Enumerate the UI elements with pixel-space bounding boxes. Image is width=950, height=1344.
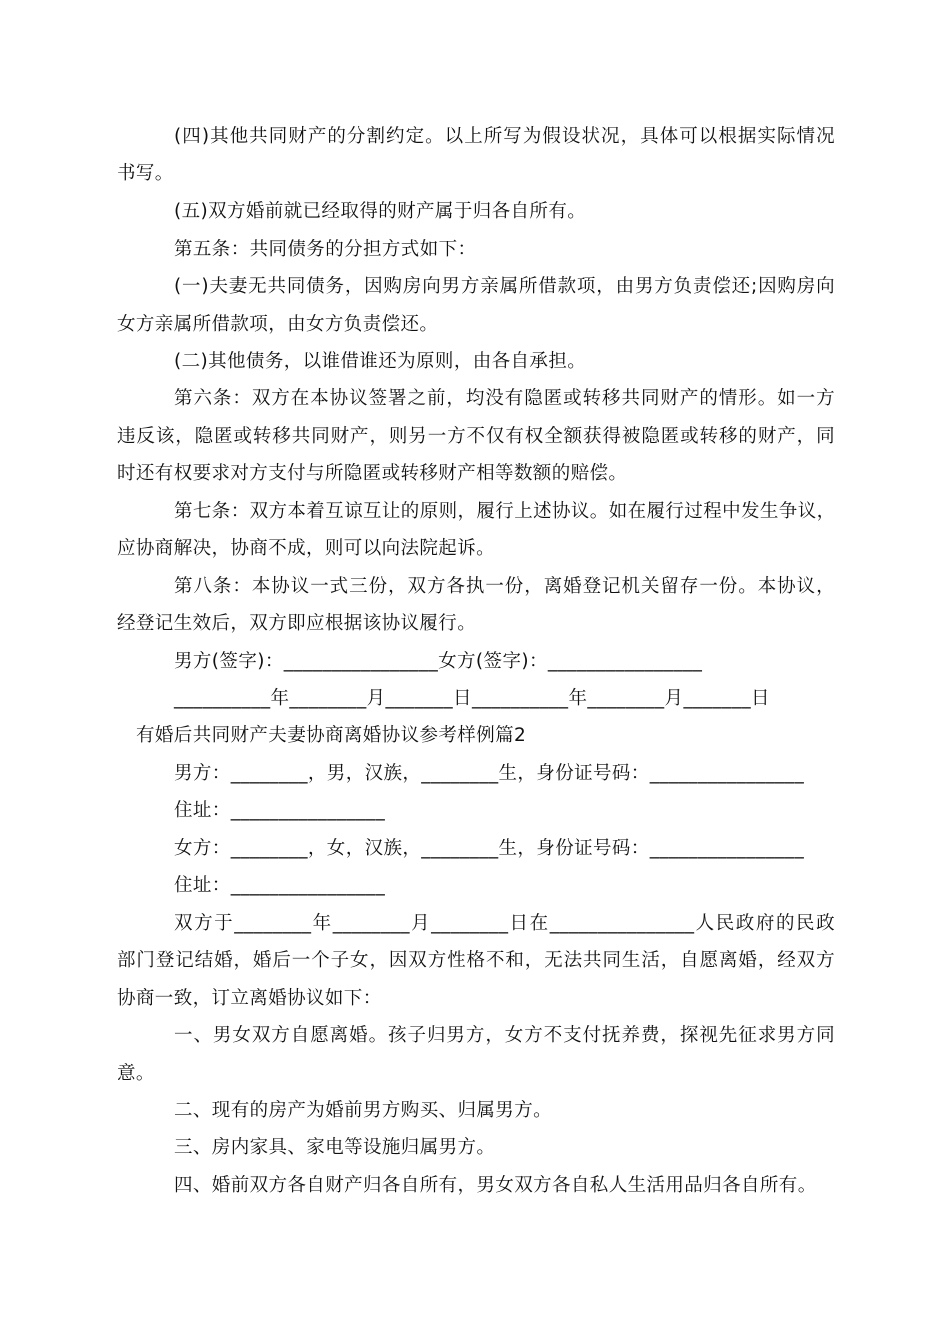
date-line: __________年________月_______日__________年________月_______日 [174, 688, 770, 709]
paragraph-line: 二、现有的房产为婚前男方购买、归属男方。 [174, 1100, 553, 1121]
paragraph-line: 违反该，隐匿或转移共同财产，则另一方不仅有权全额获得被隐匿或转移的财产，同 [117, 426, 835, 447]
paragraph-line: 四、婚前双方各自财产归各自所有，男女双方各自私人生活用品归各自所有。 [174, 1175, 817, 1196]
paragraph-line: 第六条：双方在本协议签署之前，均没有隐匿或转移共同财产的情形。如一方 [174, 388, 835, 409]
paragraph-line: (四)其他共同财产的分割约定。以上所写为假设状况，具体可以根据实际情况 [174, 126, 835, 147]
paragraph-line: (五)双方婚前就已经取得的财产属于归各自所有。 [174, 201, 587, 222]
party-info-line: 男方：________，男，汉族，________生，身份证号码：________________ [174, 763, 805, 784]
paragraph-line: 书写。 [117, 163, 174, 184]
paragraph-line: 第八条：本协议一式三份，双方各执一份，离婚登记机关留存一份。本协议， [174, 576, 835, 597]
paragraph-line: 第七条：双方本着互谅互让的原则，履行上述协议。如在履行过程中发生争议， [174, 501, 836, 522]
party-info-line: 女方：________，女，汉族，________生，身份证号码：________________ [174, 838, 805, 859]
address-line: 住址：________________ [174, 800, 386, 821]
paragraph-line: (二)其他债务，以谁借谁还为原则，由各自承担。 [174, 351, 587, 372]
paragraph-line: 一、男女双方自愿离婚。孩子归男方，女方不支付抚养费，探视先征求男方同 [174, 1025, 835, 1046]
signature-line: 男方(签字)：________________女方(签字)：________________ [174, 651, 703, 672]
section-title: 有婚后共同财产夫妻协商离婚协议参考样例篇2 [136, 725, 527, 746]
paragraph-line: 三、房内家具、家电等设施归属男方。 [174, 1137, 496, 1158]
paragraph-line: 部门登记结婚，婚后一个子女，因双方性格不和，无法共同生活，自愿离婚，经双方 [117, 950, 835, 971]
paragraph-line: 经登记生效后，双方即应根据该协议履行。 [117, 613, 477, 634]
paragraph-line: 时还有权要求对方支付与所隐匿或转移财产相等数额的赔偿。 [117, 463, 628, 484]
paragraph-line: 协商一致，订立离婚协议如下： [117, 988, 382, 1009]
paragraph-line: 双方于________年________月________日在_______________人民政府的民政 [174, 913, 835, 934]
paragraph-line: (一)夫妻无共同债务，因购房向男方亲属所借款项，由男方负责偿还;因购房向 [174, 276, 835, 297]
paragraph-line: 女方亲属所借款项，由女方负责偿还。 [117, 314, 439, 335]
section-heading: 第五条：共同债务的分担方式如下： [174, 239, 477, 260]
paragraph-line: 意。 [117, 1063, 155, 1084]
paragraph-line: 应协商解决，协商不成，则可以向法院起诉。 [117, 538, 496, 559]
address-line: 住址：________________ [174, 875, 386, 896]
